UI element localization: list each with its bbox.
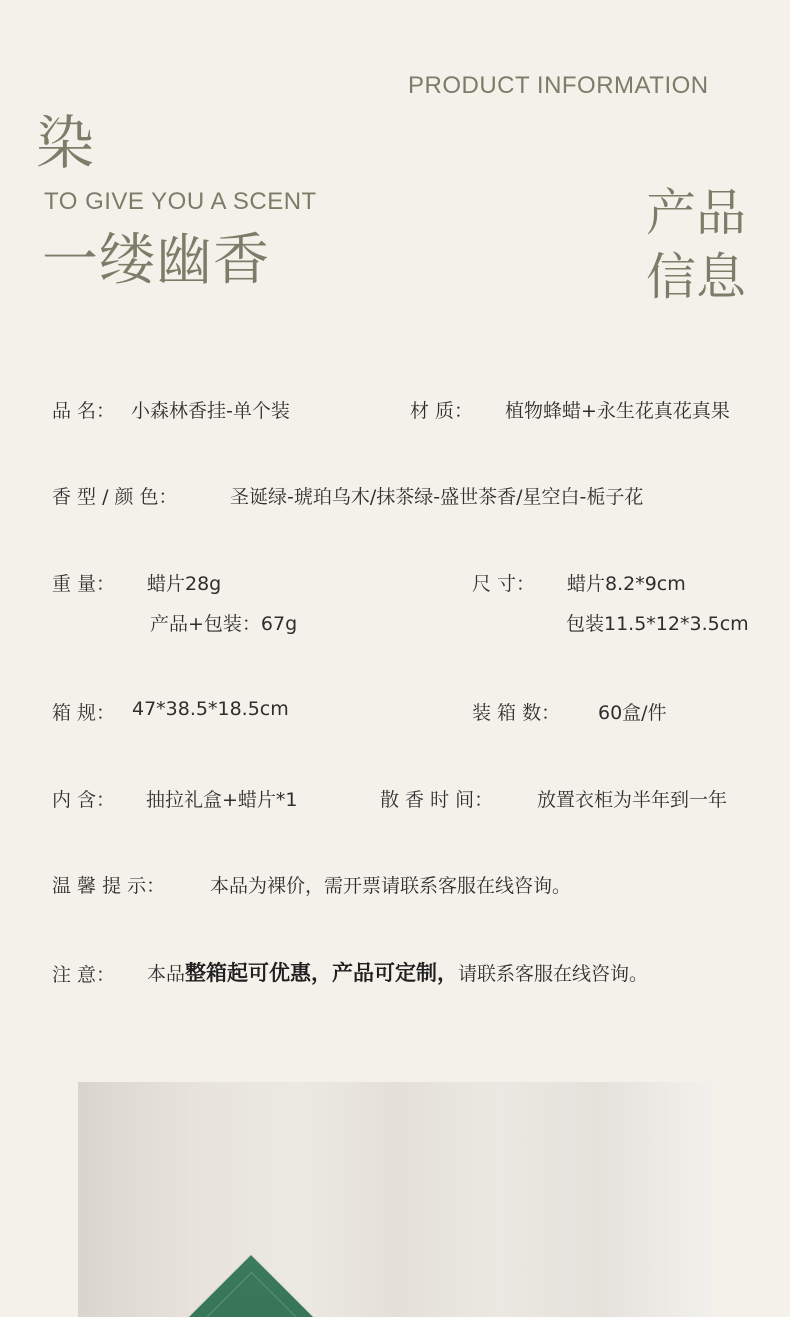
material-value: 植物蜂蜡+永生花真花真果 — [505, 400, 730, 422]
product-title-cn-line2: 信息 — [646, 248, 746, 306]
diffuse-time-label: 散 香 时 间： — [380, 789, 494, 811]
tip-label: 温 馨 提 示： — [52, 875, 166, 897]
weight-value-package: 产品+包装：67g — [150, 613, 298, 635]
contents-label: 内 含： — [52, 789, 116, 811]
box-spec-label: 箱 规： — [52, 702, 116, 724]
size-value-wax: 蜡片8.2*9cm — [567, 573, 686, 595]
product-photo — [78, 1082, 712, 1317]
product-information-heading-en: PRODUCT INFORMATION — [408, 72, 709, 99]
pack-count-label: 装 箱 数： — [472, 702, 561, 724]
name-label: 品 名： — [52, 400, 116, 422]
note-bold: 整箱起可优惠，产品可定制， — [185, 961, 459, 985]
note-pre: 本品 — [147, 963, 186, 985]
pack-count-value: 60盒/件 — [598, 702, 667, 724]
weight-value-wax: 蜡片28g — [147, 573, 222, 595]
tip-value: 本品为裸价，需开票请联系客服在线咨询。 — [210, 875, 572, 897]
name-value: 小森林香挂-单个装 — [131, 400, 290, 422]
size-label: 尺 寸： — [472, 573, 536, 595]
note-text — [147, 957, 648, 987]
box-spec-value: 47*38.5*18.5cm — [132, 698, 289, 720]
ran-character: 染 — [36, 109, 95, 177]
material-label: 材 质： — [410, 400, 474, 422]
scent-color-value: 圣诞绿-琥珀乌木/抹茶绿-盛世茶香/星空白-栀子花 — [230, 486, 644, 508]
scent-subtitle-en: TO GIVE YOU A SCENT — [44, 188, 317, 215]
scent-color-label: 香 型 / 颜 色： — [52, 486, 178, 508]
diffuse-time-value: 放置衣柜为半年到一年 — [537, 789, 728, 811]
product-title-cn-line1: 产品 — [646, 184, 746, 242]
weight-label: 重 量： — [52, 573, 116, 595]
note-label: 注 意： — [52, 964, 116, 986]
size-value-package: 包装11.5*12*3.5cm — [566, 613, 749, 635]
note-post: 请联系客服在线咨询。 — [458, 963, 649, 985]
scent-title-cn: 一缕幽香 — [42, 228, 270, 293]
contents-value: 抽拉礼盒+蜡片*1 — [146, 789, 298, 811]
